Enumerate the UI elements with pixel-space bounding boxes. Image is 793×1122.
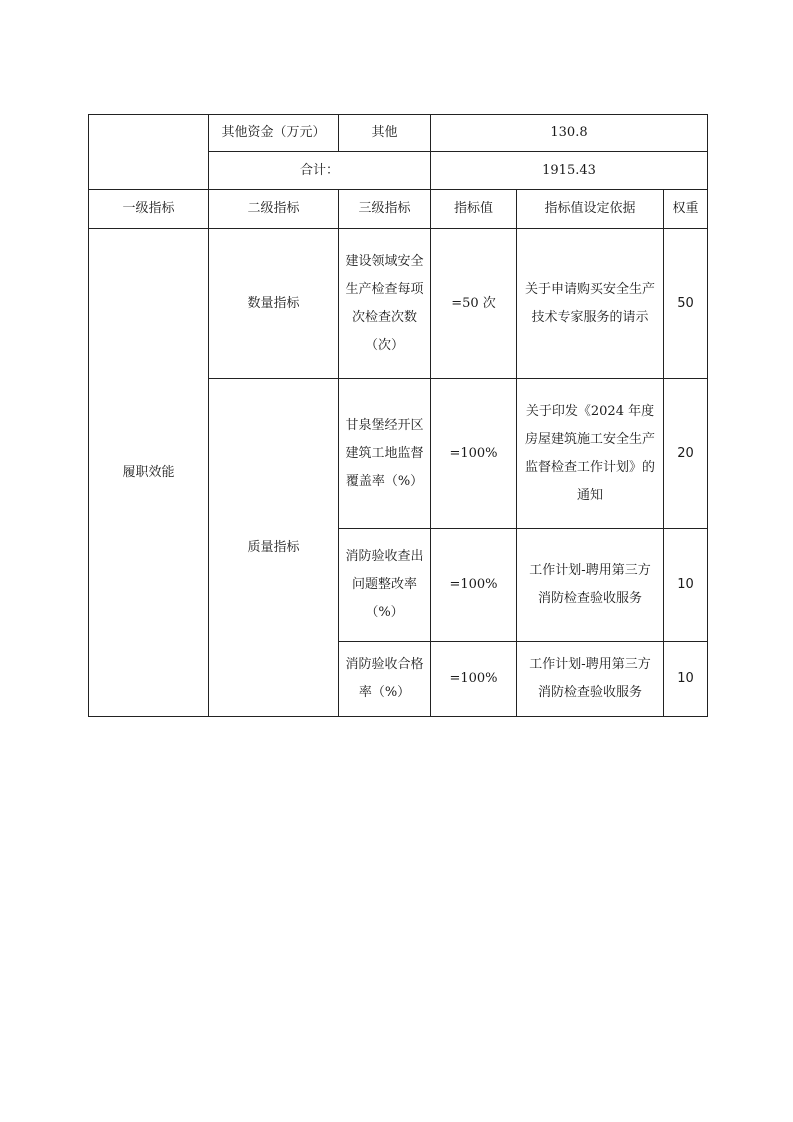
basis-cell: 关于申请购买安全生产技术专家服务的请示 — [517, 229, 664, 379]
value-cell: =100% — [431, 529, 517, 642]
header-basis: 指标值设定依据 — [517, 190, 664, 229]
funding-total-label: 合计： — [209, 152, 431, 190]
level3-cell: 甘泉堡经开区建筑工地监督覆盖率（%） — [339, 379, 431, 529]
weight-cell: 10 — [664, 529, 708, 642]
header-level2: 二级指标 — [209, 190, 339, 229]
level3-cell: 建设领域安全生产检查每项次检查次数（次） — [339, 229, 431, 379]
funding-row-other — [89, 115, 708, 152]
level2-cell: 数量指标 — [209, 229, 339, 379]
funding-category-cell: 其他 — [339, 115, 431, 152]
level3-cell: 消防验收查出问题整改率（%） — [339, 529, 431, 642]
value-cell: =100% — [431, 642, 517, 717]
funding-total-amount: 1915.43 — [431, 152, 708, 190]
funding-source-cell: 其他资金（万元） — [209, 115, 339, 152]
header-weight: 权重 — [664, 190, 708, 229]
level3-cell: 消防验收合格率（%） — [339, 642, 431, 717]
funding-blank-cell — [89, 115, 209, 190]
basis-cell: 工作计划-聘用第三方消防检查验收服务 — [517, 642, 664, 717]
weight-cell: 10 — [664, 642, 708, 717]
weight-cell: 20 — [664, 379, 708, 529]
indicator-header-row — [89, 190, 708, 229]
indicator-row — [89, 229, 708, 379]
performance-table — [88, 114, 708, 717]
value-cell: =100% — [431, 379, 517, 529]
weight-cell: 50 — [664, 229, 708, 379]
header-level1: 一级指标 — [89, 190, 209, 229]
level1-cell: 履职效能 — [89, 229, 209, 717]
value-cell: =50 次 — [431, 229, 517, 379]
header-level3: 三级指标 — [339, 190, 431, 229]
basis-cell: 工作计划-聘用第三方消防检查验收服务 — [517, 529, 664, 642]
header-value: 指标值 — [431, 190, 517, 229]
basis-cell: 关于印发《2024 年度房屋建筑施工安全生产监督检查工作计划》的通知 — [517, 379, 664, 529]
funding-amount-cell: 130.8 — [431, 115, 708, 152]
level2-cell: 质量指标 — [209, 379, 339, 717]
